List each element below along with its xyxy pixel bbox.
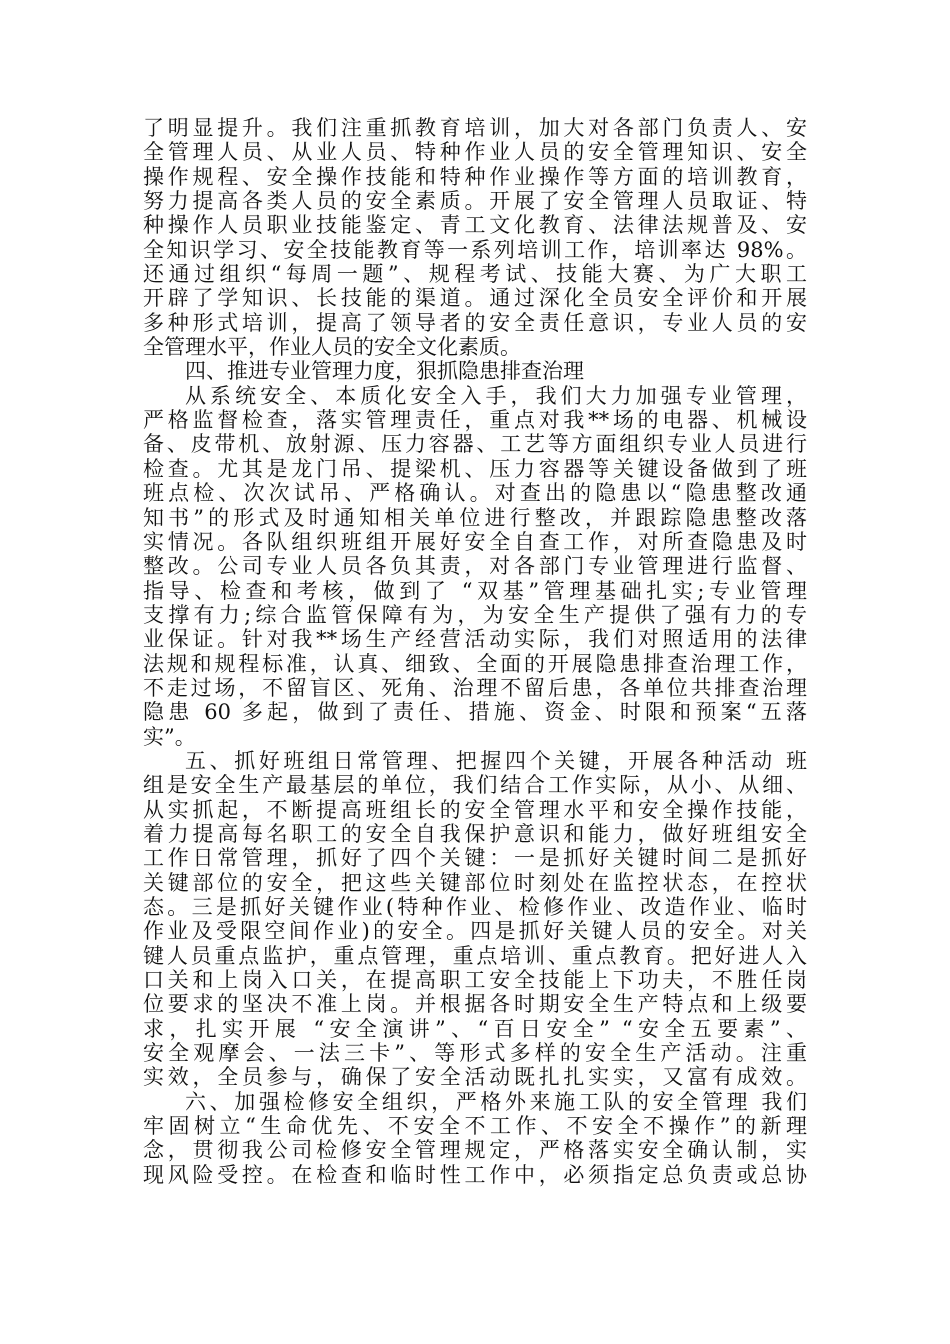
text-line: 多种形式培训，提高了领导者的安全责任意识，专业人员的安 <box>143 310 807 335</box>
text-line: 口关和上岗入口关，在提高职工安全技能上下功夫，不胜任岗 <box>143 968 807 993</box>
text-line: 五、抓好班组日常管理、把握四个关键，开展各种活动 班 <box>185 748 807 773</box>
text-line: 全管理水平，作业人员的安全文化素质。 <box>143 335 521 360</box>
text-line: 从实抓起，不断提高班组长的安全管理水平和安全操作技能， <box>143 797 807 822</box>
text-line: 指导、检查和考核，做到了 “双基”管理基础扎实;专业管理 <box>143 578 807 603</box>
text-line: 念，贯彻我公司检修安全管理规定，严格落实安全确认制，实 <box>143 1138 807 1163</box>
text-line: 四、推进专业管理力度，狠抓隐患排查治理 <box>185 359 584 384</box>
text-line: 关键部位的安全，把这些关键部位时刻处在监控状态，在控状 <box>143 870 807 895</box>
text-line: 业保证。针对我**场生产经营活动实际，我们对照适用的法律 <box>143 627 807 652</box>
document-page <box>143 116 807 1187</box>
text-line: 不走过场，不留盲区、死角、治理不留后患，各单位共排查治理 <box>143 675 807 700</box>
text-line: 工作日常管理，抓好了四个关键：一是抓好关键时间二是抓好 <box>143 846 807 871</box>
text-line: 安全观摩会、一法三卡”、等形式多样的安全生产活动。注重 <box>143 1041 807 1066</box>
text-line: 开辟了学知识、长技能的渠道。通过深化全员安全评价和开展 <box>143 286 807 311</box>
text-line: 努力提高各类人员的安全素质。开展了安全管理人员取证、特 <box>143 189 807 214</box>
text-line: 求，扎实开展 “安全演讲”、“百日安全” “安全五要素”、 <box>143 1016 807 1041</box>
text-line: 支撑有力;综合监管保障有为，为安全生产提供了强有力的专 <box>143 602 807 627</box>
text-line: 着力提高每名职工的安全自我保护意识和能力，做好班组安全 <box>143 821 807 846</box>
text-line: 现风险受控。在检查和临时性工作中，必须指定总负责或总协 <box>143 1162 807 1187</box>
text-line: 牢固树立“生命优先、不安全不工作、不安全不操作”的新理 <box>143 1114 807 1139</box>
text-line: 作业及受限空间作业)的安全。四是抓好关键人员的安全。对关 <box>143 919 807 944</box>
text-line: 实情况。各队组织班组开展好安全自查工作，对所查隐患及时 <box>143 529 807 554</box>
text-line: 种操作人员职业技能鉴定、青工文化教育、法律法规普及、安 <box>143 213 807 238</box>
text-line: 整改。公司专业人员各负其责，对各部门专业管理进行监督、 <box>143 554 807 579</box>
text-line: 态。三是抓好关键作业(特种作业、检修作业、改造作业、临时 <box>143 895 807 919</box>
text-line: 法规和规程标准，认真、细致、全面的开展隐患排查治理工作， <box>143 651 807 676</box>
text-line: 实”。 <box>143 724 196 749</box>
text-line: 了明显提升。我们注重抓教育培训，加大对各部门负责人、安 <box>143 116 807 140</box>
text-line: 六、加强检修安全组织，严格外来施工队的安全管理 我们 <box>185 1089 807 1114</box>
text-line: 位要求的坚决不准上岗。并根据各时期安全生产特点和上级要 <box>143 992 807 1017</box>
text-line: 键人员重点监护，重点管理，重点培训、重点教育。把好进人入 <box>143 943 807 968</box>
text-line: 备、皮带机、放射源、压力容器、工艺等方面组织专业人员进行 <box>143 432 807 457</box>
text-line: 知书”的形式及时通知相关单位进行整改，并跟踪隐患整改落 <box>143 505 807 530</box>
text-line: 从系统安全、本质化安全入手，我们大力加强专业管理， <box>185 383 807 408</box>
text-line: 严格监督检查，落实管理责任，重点对我**场的电器、机械设 <box>143 408 807 433</box>
text-line: 检查。尤其是龙门吊、提梁机、压力容器等关键设备做到了班 <box>143 456 807 481</box>
text-line: 实效，全员参与，确保了安全活动既扎扎实实，又富有成效。 <box>143 1065 807 1090</box>
text-line: 隐患 60 多起，做到了责任、措施、资金、时限和预案“五落 <box>143 700 807 725</box>
text-line: 班点检、次次试吊、严格确认。对查出的隐患以“隐患整改通 <box>143 481 807 506</box>
text-line: 组是安全生产最基层的单位，我们结合工作实际，从小、从细、 <box>143 773 807 798</box>
text-line: 还通过组织“每周一题”、规程考试、技能大赛、为广大职工 <box>143 262 807 287</box>
text-line: 全管理人员、从业人员、特种作业人员的安全管理知识、安全 <box>143 140 807 165</box>
text-line: 操作规程、安全操作技能和特种作业操作等方面的培训教育， <box>143 164 807 189</box>
text-line: 全知识学习、安全技能教育等一系列培训工作，培训率达 98%。 <box>143 237 807 262</box>
